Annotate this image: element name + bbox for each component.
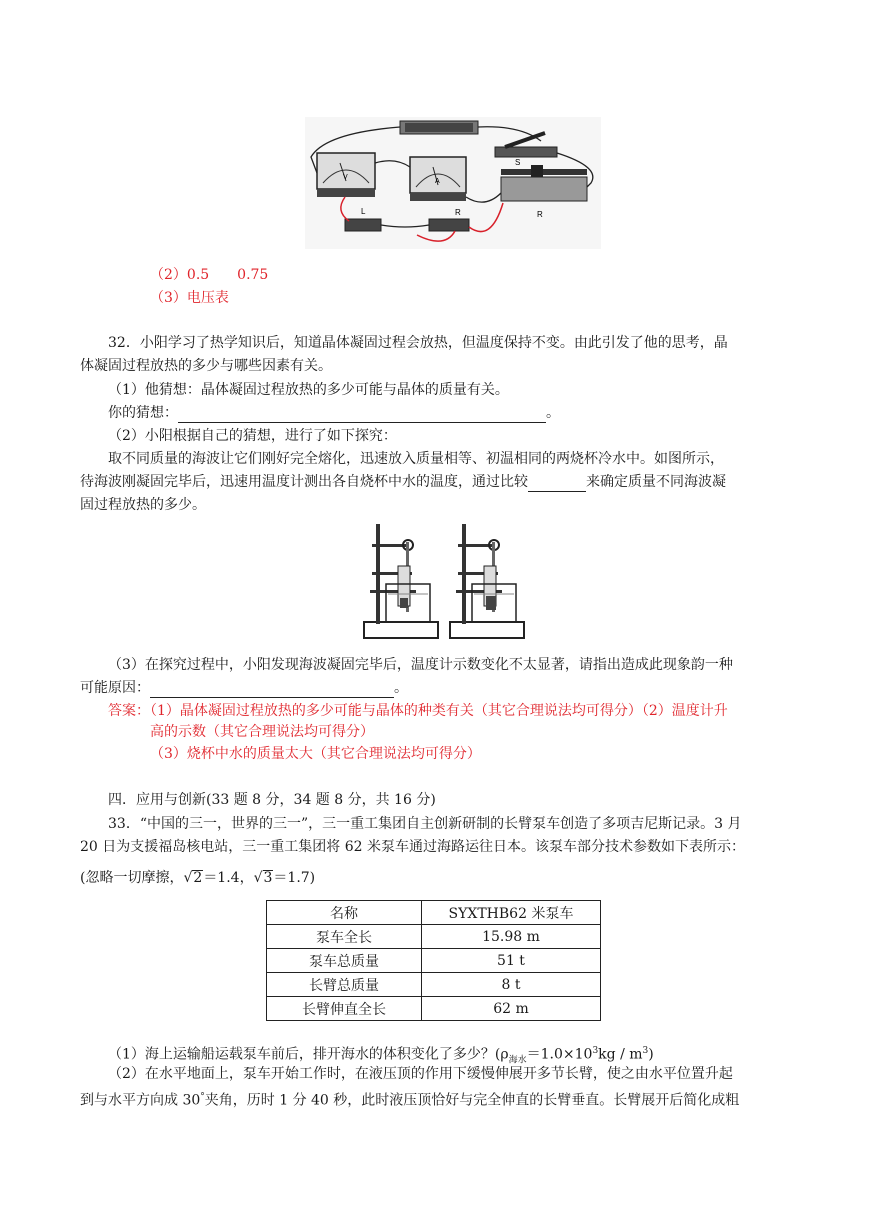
table-cell: 长臂总质量 xyxy=(267,973,422,997)
apparatus-left xyxy=(364,524,438,638)
beaker-apparatus-figure xyxy=(362,518,526,642)
table-row xyxy=(267,925,601,949)
voltmeter xyxy=(317,153,375,197)
pump-spec-table xyxy=(266,900,601,1021)
q32-part2-line2: 待海波刚凝固完毕后，迅速用温度计测出各自烧杯中水的温度，通过比较 来确定质量不同海波凝 xyxy=(80,474,726,490)
q33-sub1: （1）海上运输船运载泵车前后，排开海水的体积变化了多少？$(\rho_{海水}=1.0\times 10^3kg / m^3)$ xyxy=(108,1046,654,1066)
table-header-cell: SYXTHB62 米泵车 xyxy=(422,901,601,925)
ammeter-label: A xyxy=(435,178,440,185)
q32-stem-line2: 体凝固过程放热的多少与哪些因素有关。 xyxy=(80,358,332,374)
q32-guess-line xyxy=(108,403,560,423)
table-cell: 15.98 m xyxy=(422,925,601,949)
table-header-row xyxy=(267,901,601,925)
guess-label: 你的猜想： xyxy=(108,405,178,421)
guess-end: 。 xyxy=(546,405,560,421)
q32-part3-line1: （3）在探究过程中，小阳发现海波凝固完毕后，温度计示数变化不太显著，请指出造成此现象韵一种 xyxy=(108,657,733,673)
voltmeter-label: V xyxy=(343,174,348,181)
q32-part2-line1: 取不同质量的海波让它们刚好完全熔化，迅速放入质量相等、初温相同的两烧杯冷水中。如图所示， xyxy=(108,451,724,467)
q33-line2: 20 日为支援福岛核电站，三一重工集团将 62 米泵车通过海路运往日本。该泵车部分技术参数如下表所示： xyxy=(80,839,745,855)
resistor-label: R xyxy=(455,208,461,217)
sqrt2-value: 2 xyxy=(193,870,203,886)
q32-answer-line1: 答案：（1）晶体凝固过程放热的多少可能与晶体的种类有关（其它合理说法均可得分）（2）温度计升 xyxy=(108,703,728,719)
table-cell: 泵车总质量 xyxy=(267,949,422,973)
q32-part1: （1）他猜想：晶体凝固过程放热的多少可能与晶体的质量有关。 xyxy=(108,382,509,398)
q31-answer-3: （3）电压表 xyxy=(150,290,229,306)
switch-label: S xyxy=(515,158,521,167)
table-row xyxy=(267,973,601,997)
table-cell: 51 t xyxy=(422,949,601,973)
q33-line3: (忽略一切摩擦，√2＝1.4，√3＝1.7) xyxy=(80,870,316,886)
apparatus-right xyxy=(450,524,524,638)
q32-answer-line2: 高的示数（其它合理说法均可得分） xyxy=(150,724,374,740)
table-cell: 8 t xyxy=(422,973,601,997)
table-row xyxy=(267,997,601,1021)
table-cell: 62 m xyxy=(422,997,601,1021)
q32-part3-line2: 可能原因： 。 xyxy=(80,680,408,696)
q32-part2: （2）小阳根据自己的猜想，进行了如下探究： xyxy=(108,428,397,444)
table-cell: 长臂伸直全长 xyxy=(267,997,422,1021)
q31-answer-2: （2）0.5 0.75 xyxy=(150,267,269,283)
table-header-cell: 名称 xyxy=(267,901,422,925)
q33-sub2-line2: 到与水平方向成 30°夹角，历时 1 分 40 秒，此时液压顶恰好与完全伸直的长臂垂直。长臂展开后简化成粗 xyxy=(80,1092,740,1109)
reason-blank[interactable] xyxy=(150,681,394,698)
circuit-figure xyxy=(305,117,601,249)
ammeter xyxy=(410,157,466,201)
compare-blank[interactable] xyxy=(528,475,586,492)
rheostat-label: R xyxy=(537,210,543,219)
guess-answer-blank[interactable] xyxy=(178,406,546,423)
sqrt3-value: 3 xyxy=(263,870,273,886)
lamp-label: L xyxy=(361,207,366,216)
sqrt-symbol: √ xyxy=(183,870,193,886)
q33-line1: 33．“中国的三一，世界的三一”，三一重工集团自主创新研制的长臂泵车创造了多项吉尼斯记录。3 月 xyxy=(108,816,742,832)
table-row xyxy=(267,949,601,973)
sqrt-symbol: √ xyxy=(253,870,263,886)
q32-part2-line3: 固过程放热的多少。 xyxy=(80,497,206,513)
table-cell: 泵车全长 xyxy=(267,925,422,949)
q32-answer-line3: （3）烧杯中水的质量太大（其它合理说法均可得分） xyxy=(150,746,481,762)
q33-sub2-line1: （2）在水平地面上，泵车开始工作时，在液压顶的作用下缓慢伸展开多节长臂，使之由水平位置升起 xyxy=(108,1066,733,1082)
section-4-heading: 四．应用与创新(33 题 8 分，34 题 8 分，共 16 分) xyxy=(108,792,436,808)
q32-stem-line1: 32．小阳学习了热学知识后，知道晶体凝固过程会放热，但温度保持不变。由此引发了他的思考，晶 xyxy=(108,335,728,351)
